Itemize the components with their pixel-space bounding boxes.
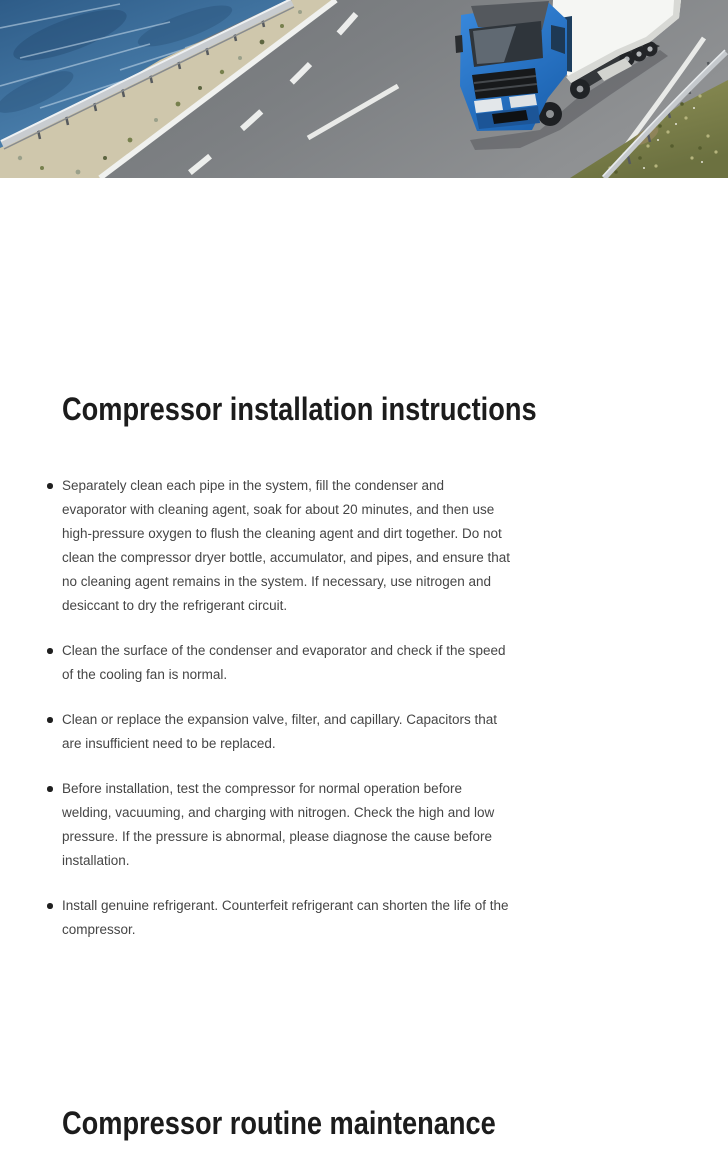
list-item-text: Clean or replace the expansion valve, filter, and capillary. Capacitors that are insufficient need to be replaced. bbox=[62, 712, 497, 751]
bullet-icon bbox=[47, 717, 53, 723]
list-item bbox=[62, 639, 510, 687]
maintenance-heading: Compressor routine maintenance bbox=[62, 1105, 496, 1141]
coastal-highway-truck-illustration bbox=[0, 0, 728, 178]
list-item-text: Install genuine refrigerant. Counterfeit refrigerant can shorten the life of the compressor. bbox=[62, 898, 509, 937]
bullet-icon bbox=[47, 903, 53, 909]
installation-heading: Compressor installation instructions bbox=[62, 391, 537, 427]
list-item bbox=[62, 894, 510, 942]
side-window bbox=[551, 25, 565, 54]
list-item-text: Before installation, test the compressor for normal operation before welding, vacuuming, and charging with nitrogen. Check the high and low pressure. If the pressure is abnormal, please diagnose the cause before installation. bbox=[62, 781, 495, 868]
list-item-text: Clean the surface of the condenser and evaporator and check if the speed of the cooling fan is normal. bbox=[62, 643, 506, 682]
article-content bbox=[0, 391, 728, 1141]
list-item bbox=[62, 708, 510, 756]
list-item-text: Separately clean each pipe in the system, fill the condenser and evaporator with cleaning agent, soak for about 20 minutes, and then use high-pressure oxygen to flush the cleaning agent and dirt together. Do not clean the compressor dryer bottle, accumulator, and pipes, and ensure that no cleaning agent remains in the system. If necessary, use nitrogen and desiccant to dry the refrigerant circuit. bbox=[62, 478, 511, 613]
bullet-icon bbox=[47, 786, 53, 792]
installation-instructions-list bbox=[62, 474, 728, 942]
bullet-icon bbox=[47, 648, 53, 654]
list-item bbox=[62, 474, 510, 618]
hero-image bbox=[0, 0, 728, 178]
list-item bbox=[62, 777, 510, 873]
bullet-icon bbox=[47, 483, 53, 489]
mirror bbox=[455, 35, 463, 53]
